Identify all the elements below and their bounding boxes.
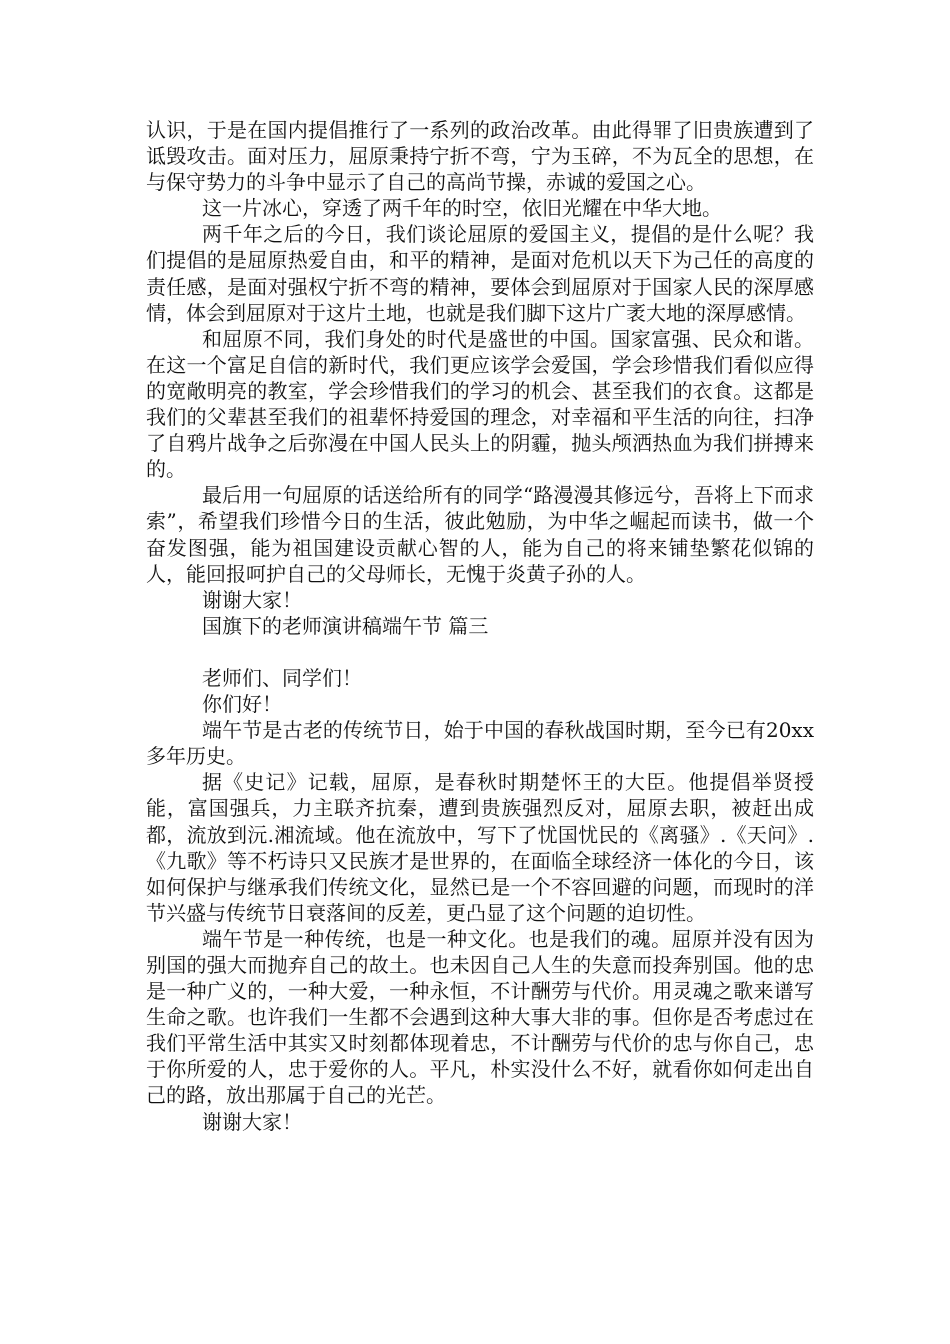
paragraph: 据《史记》记载，屈原，是春秋时期楚怀王的大臣。他提倡举贤授能，富国强兵，力主联齐抗秦，遭到贵族强烈反对，屈原去职，被赶出成都，流放到沅.湘流域。他在流放中，写下了忧国忧民的《离骚》.《天问》.《九歌》等不朽诗只又民族才是世界的，在面临全球经济一体化的今日，该如何保护与继承我们传统文化，显然已是一个不容回避的问题，而现时的洋节兴盛与传统节日衰落间的反差，更凸显了这个问题的迫切性。 (146, 770, 814, 925)
paragraph: 端午节是一种传统，也是一种文化。也是我们的魂。屈原并没有因为别国的强大而抛弃自己的故土。也未因自己人生的失意而投奔别国。他的忠是一种广义的，一种大爱，一种永恒，不计酬劳与代价。用灵魂之歌来谱写生命之歌。也许我们一生都不会遇到这种大事大非的事。但你是否考虑过在我们平常生活中其实又时刻都体现着忠，不计酬劳与代价的忠与你自己，忠于你所爱的人，忠于爱你的人。平凡，朴实没什么不好，就看你如何走出自己的路，放出那属于自己的光芒。 (146, 926, 814, 1108)
section-heading: 国旗下的老师演讲稿端午节 篇三 (202, 613, 489, 638)
closing-thanks: 谢谢大家！ (202, 587, 302, 612)
paragraph: 和屈原不同，我们身处的时代是盛世的中国。国家富强、民众和谐。在这一个富足自信的新时代，我们更应该学会爱国，学会珍惜我们看似应得的宽敞明亮的教室，学会珍惜我们的学习的机会、甚至我们的衣食。这都是我们的父辈甚至我们的祖辈怀持爱国的理念，对幸福和平生活的向往，扫净了自鸦片战争之后弥漫在中国人民头上的阴霾，抛头颅洒热血为我们拼搏来的。 (146, 326, 814, 482)
blank-line (146, 639, 814, 665)
document-body (146, 117, 814, 1135)
salutation: 老师们、同学们！ (202, 665, 362, 690)
paragraph: 最后用一句屈原的话送给所有的同学“路漫漫其修远兮，吾将上下而求索”，希望我们珍惜今日的生活，彼此勉励，为中华之崛起而读书，做一个奋发图强，能为祖国建设贡献心智的人，能为自己的将来铺垫繁花似锦的人，能回报呵护自己的父母师长，无愧于炎黄子孙的人。 (146, 483, 814, 586)
paragraph: 这一片冰心，穿透了两千年的时空，依旧光耀在中华大地。 (202, 196, 722, 221)
paragraph: 端午节是古老的传统节日，始于中国的春秋战国时期，至今已有20xx多年历史。 (146, 718, 814, 769)
paragraph: 两千年之后的今日，我们谈论屈原的爱国主义，提倡的是什么呢？我们提倡的是屈原热爱自由，和平的精神，是面对危机以天下为己任的高度的责任感，是面对强权宁折不弯的精神，要体会到屈原对于国家人民的深厚感情，体会到屈原对于这片土地，也就是我们脚下这片广袤大地的深厚感情。 (146, 222, 814, 325)
paragraph-continued: 认识，于是在国内提倡推行了一系列的政治改革。由此得罪了旧贵族遭到了诋毁攻击。面对压力，屈原秉持宁折不弯，宁为玉碎，不为瓦全的思想，在与保守势力的斗争中显示了自己的高尚节操，赤诚的爱国之心。 (146, 118, 814, 195)
closing-thanks: 谢谢大家！ (202, 1109, 302, 1134)
greeting: 你们好！ (202, 692, 282, 717)
